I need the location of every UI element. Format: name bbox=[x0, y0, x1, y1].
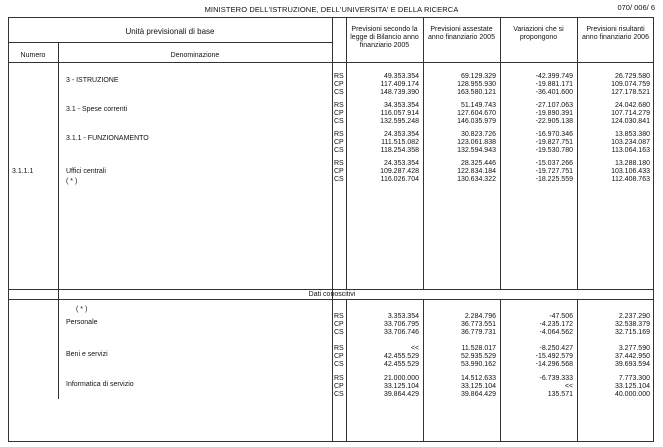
section-row-prev-legge: 132.595.248 bbox=[380, 118, 419, 125]
dati-row-prev-legge: 39.864.429 bbox=[383, 391, 419, 398]
dati-title: Dati conoscitivi bbox=[308, 291, 356, 298]
section-row-variazioni: -15.037.266 bbox=[535, 160, 573, 167]
dati-row-prev-assestate: 36.779.731 bbox=[460, 329, 496, 336]
section-row-prev-assestate: 163.580.121 bbox=[457, 89, 496, 96]
section-row-prev-risultanti: 103.106.433 bbox=[611, 168, 650, 175]
header-denominazione: Denominazione bbox=[170, 52, 220, 59]
section-row-variazioni: -22.905.138 bbox=[535, 118, 573, 125]
dati-row-type: CP bbox=[334, 383, 344, 390]
divider-col2-b bbox=[423, 299, 424, 442]
dati-top bbox=[8, 289, 654, 290]
section-row-type: CS bbox=[334, 89, 344, 96]
section-row-prev-assestate: 28.325.446 bbox=[460, 160, 496, 167]
dati-row-prev-assestate: 2.284.796 bbox=[464, 313, 496, 320]
dati-row-prev-risultanti: 37.442.950 bbox=[614, 353, 650, 360]
section-note: ( * ) bbox=[66, 178, 78, 185]
section-row-prev-legge: 148.739.390 bbox=[380, 89, 419, 96]
section-row-prev-assestate: 122.834.184 bbox=[457, 168, 496, 175]
dati-row-prev-assestate: 33.125.104 bbox=[460, 383, 496, 390]
divider-col1 bbox=[346, 17, 347, 289]
section-row-prev-legge: 49.353.354 bbox=[383, 73, 419, 80]
dati-row-prev-legge: << bbox=[410, 345, 419, 352]
section-row-prev-risultanti: 24.042.680 bbox=[614, 102, 650, 109]
divider-col3 bbox=[500, 17, 501, 289]
dati-row-type: CS bbox=[334, 329, 344, 336]
section-denominazione: 3 - ISTRUZIONE bbox=[66, 77, 119, 84]
section-row-prev-legge: 117.409.174 bbox=[380, 81, 419, 88]
dati-row-prev-legge: 3.353.354 bbox=[387, 313, 419, 320]
section-row-prev-assestate: 30.823.726 bbox=[460, 131, 496, 138]
dati-row-prev-assestate: 52.935.529 bbox=[460, 353, 496, 360]
dati-row-variazioni: -47.506 bbox=[549, 313, 573, 320]
dati-row-prev-risultanti: 39.693.594 bbox=[614, 361, 650, 368]
dati-row-prev-risultanti: 2.237.290 bbox=[618, 313, 650, 320]
divider-col4 bbox=[577, 17, 578, 289]
dati-bottom bbox=[8, 299, 654, 300]
dati-row-type: CS bbox=[334, 361, 344, 368]
section-row-type: CS bbox=[334, 118, 344, 125]
section-row-prev-assestate: 146.035.979 bbox=[457, 118, 496, 125]
section-row-variazioni: -36.401.600 bbox=[535, 89, 573, 96]
section-row-prev-legge: 116.026.704 bbox=[380, 176, 419, 183]
section-row-prev-risultanti: 112.408.763 bbox=[611, 176, 650, 183]
section-row-variazioni: -42.399.749 bbox=[535, 73, 573, 80]
section-row-prev-legge: 34.353.354 bbox=[383, 102, 419, 109]
section-numero: 3.1.1.1 bbox=[12, 168, 34, 175]
section-row-variazioni: -19.827.751 bbox=[535, 139, 573, 146]
dati-row-type: CP bbox=[334, 353, 344, 360]
section-row-prev-risultanti: 107.714.279 bbox=[611, 110, 650, 117]
section-row-type: RS bbox=[334, 160, 344, 167]
section-row-prev-legge: 24.353.354 bbox=[383, 160, 419, 167]
dati-row-type: RS bbox=[334, 375, 344, 382]
dati-row-prev-assestate: 14.512.633 bbox=[460, 375, 496, 382]
section-row-variazioni: -19.890.391 bbox=[535, 110, 573, 117]
section-row-prev-risultanti: 103.234.087 bbox=[611, 139, 650, 146]
section-row-prev-risultanti: 124.030.841 bbox=[611, 118, 650, 125]
dati-row-prev-risultanti: 3.277.590 bbox=[618, 345, 650, 352]
section-row-prev-assestate: 130.634.322 bbox=[457, 176, 496, 183]
dati-row-prev-risultanti: 33.125.104 bbox=[614, 383, 650, 390]
section-row-type: CP bbox=[334, 110, 344, 117]
section-row-prev-assestate: 128.955.930 bbox=[457, 81, 496, 88]
section-denominazione: 3.1 - Spese correnti bbox=[66, 106, 128, 113]
section-row-prev-assestate: 123.061.838 bbox=[457, 139, 496, 146]
dati-row-variazioni: -4.235.172 bbox=[539, 321, 573, 328]
dati-row-prev-risultanti: 32.715.169 bbox=[614, 329, 650, 336]
dati-denominazione: Personale bbox=[66, 319, 98, 326]
section-row-variazioni: -19.727.751 bbox=[535, 168, 573, 175]
dati-row-prev-legge: 42.455.529 bbox=[383, 353, 419, 360]
section-denominazione: 3.1.1 - FUNZIONAMENTO bbox=[66, 135, 149, 142]
dati-row-variazioni: -14.296.568 bbox=[535, 361, 573, 368]
divider-col3-b bbox=[500, 299, 501, 442]
dati-row-variazioni: << bbox=[564, 383, 573, 390]
section-row-variazioni: -19.530.780 bbox=[535, 147, 573, 154]
section-row-prev-legge: 24.353.354 bbox=[383, 131, 419, 138]
dati-row-type: RS bbox=[334, 345, 344, 352]
section-row-prev-assestate: 69.129.329 bbox=[460, 73, 496, 80]
dati-row-prev-legge: 33.706.746 bbox=[383, 329, 419, 336]
section-row-variazioni: -16.970.346 bbox=[535, 131, 573, 138]
dati-row-variazioni: 135.571 bbox=[547, 391, 573, 398]
divider-col4-b bbox=[577, 299, 578, 442]
header-col2: Previsioni assestate anno finanziario 2005 bbox=[428, 26, 495, 41]
dati-row-prev-assestate: 53.990.162 bbox=[460, 361, 496, 368]
header-divider bbox=[8, 42, 332, 43]
dati-row-prev-legge: 21.000.000 bbox=[383, 375, 419, 382]
section-denominazione: Uffici centrali bbox=[66, 168, 106, 175]
dati-row-prev-risultanti: 32.538.379 bbox=[614, 321, 650, 328]
dati-row-prev-risultanti: 40.000.000 bbox=[614, 391, 650, 398]
section-row-type: CP bbox=[334, 139, 344, 146]
section-row-prev-legge: 111.515.082 bbox=[381, 139, 419, 146]
section-row-variazioni: -18.225.559 bbox=[535, 176, 573, 183]
dati-row-prev-risultanti: 7.773.300 bbox=[618, 375, 650, 382]
dati-row-prev-legge: 33.706.795 bbox=[383, 321, 419, 328]
section-row-prev-assestate: 127.604.670 bbox=[457, 110, 496, 117]
dati-row-variazioni: -4.064.562 bbox=[539, 329, 573, 336]
header-numero: Numero bbox=[20, 52, 46, 59]
document-code: 070/ 006/ 6 bbox=[617, 3, 655, 12]
dati-row-variazioni: -15.492.579 bbox=[535, 353, 573, 360]
section-row-variazioni: -27.107.063 bbox=[535, 102, 573, 109]
section-row-prev-assestate: 51.149.743 bbox=[460, 102, 496, 109]
dati-row-variazioni: -8.250.427 bbox=[539, 345, 573, 352]
section-row-type: RS bbox=[334, 131, 344, 138]
section-row-prev-assestate: 132.594.943 bbox=[457, 147, 496, 154]
section-row-prev-risultanti: 26.729.580 bbox=[614, 73, 650, 80]
dati-row-type: RS bbox=[334, 313, 344, 320]
dati-row-prev-assestate: 11.528.017 bbox=[461, 345, 496, 352]
section-row-type: RS bbox=[334, 102, 344, 109]
section-row-type: CP bbox=[334, 168, 344, 175]
section-row-prev-risultanti: 13.288.180 bbox=[614, 160, 650, 167]
section-row-variazioni: -19.881.171 bbox=[535, 81, 573, 88]
header-unita: Unità previsionali di base bbox=[125, 27, 215, 36]
header-col1: Previsioni secondo la legge di Bilancio anno finanziario 2005 bbox=[350, 26, 419, 49]
dati-row-prev-legge: 33.125.104 bbox=[383, 383, 419, 390]
dati-denominazione: Beni e servizi bbox=[66, 351, 108, 358]
header-bottom bbox=[8, 62, 654, 63]
dati-denominazione: Informatica di servizio bbox=[66, 381, 134, 388]
section-row-prev-legge: 118.254.358 bbox=[380, 147, 419, 154]
header-col4: Previsioni risultanti anno finanziario 2006 bbox=[582, 26, 649, 41]
section-row-type: RS bbox=[334, 73, 344, 80]
dati-row-type: CP bbox=[334, 321, 344, 328]
section-row-prev-risultanti: 113.064.163 bbox=[611, 147, 650, 154]
section-row-type: CP bbox=[334, 81, 344, 88]
header-col3: Variazioni che si propongono bbox=[513, 26, 564, 41]
dati-row-prev-legge: 42.455.529 bbox=[383, 361, 419, 368]
divider-numero bbox=[58, 42, 59, 399]
divider-col2 bbox=[423, 17, 424, 289]
section-row-type: CS bbox=[334, 147, 344, 154]
section-row-prev-legge: 116.057.914 bbox=[380, 110, 419, 117]
dati-row-prev-assestate: 39.864.429 bbox=[460, 391, 496, 398]
section-row-prev-risultanti: 109.074.759 bbox=[611, 81, 650, 88]
divider-col1-b bbox=[346, 299, 347, 442]
section-row-prev-risultanti: 127.178.521 bbox=[611, 89, 650, 96]
divider-type bbox=[332, 17, 333, 442]
page-title: MINISTERO DELL'ISTRUZIONE, DELL'UNIVERSITA' E DELLA RICERCA bbox=[204, 5, 459, 14]
section-row-prev-risultanti: 13.853.380 bbox=[614, 131, 650, 138]
dati-row-prev-assestate: 36.773.551 bbox=[460, 321, 496, 328]
section-row-prev-legge: 109.287.428 bbox=[380, 168, 419, 175]
dati-row-variazioni: -6.739.333 bbox=[539, 375, 573, 382]
dati-row-type: CS bbox=[334, 391, 344, 398]
section-row-type: CS bbox=[334, 176, 344, 183]
dati-note: ( * ) bbox=[76, 306, 88, 313]
